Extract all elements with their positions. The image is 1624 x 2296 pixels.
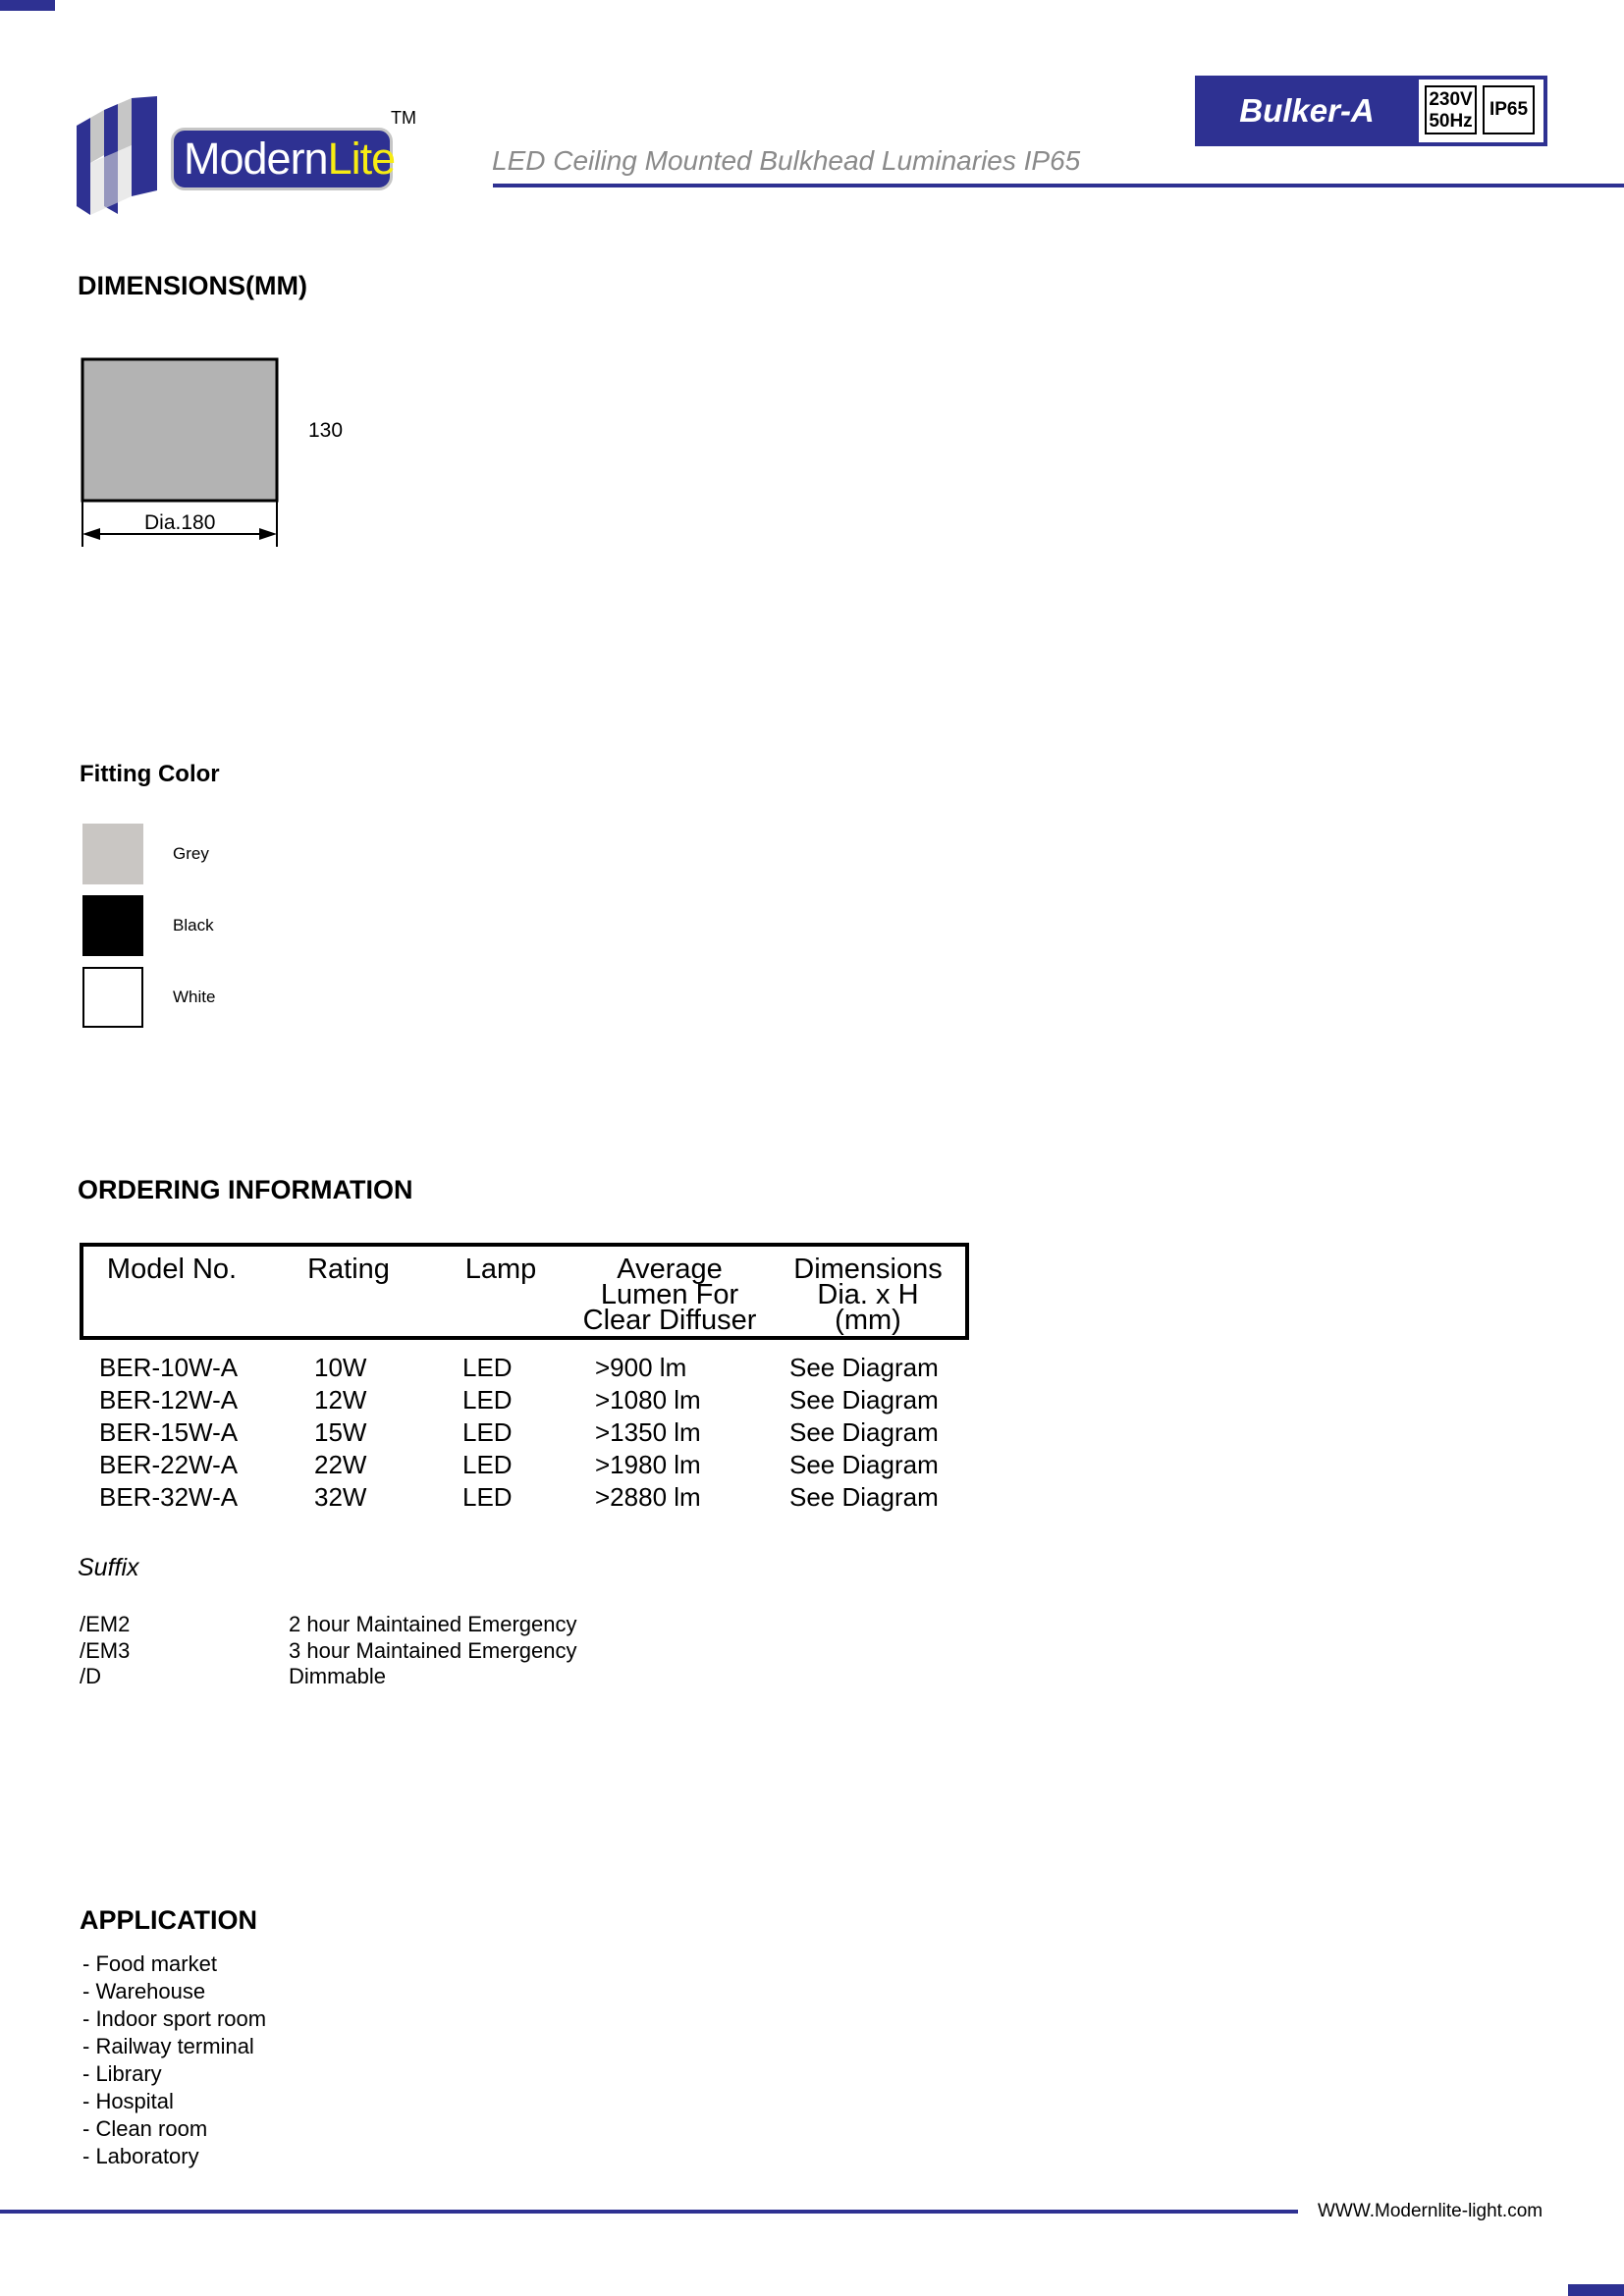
- application-item: - Railway terminal: [82, 2034, 254, 2058]
- cell-lamp: LED: [462, 1482, 513, 1512]
- cell-model: BER-12W-A: [99, 1385, 239, 1415]
- application-list: [82, 1950, 266, 2170]
- header-model: Model No.: [106, 1254, 238, 1285]
- product-badge: [1195, 76, 1547, 146]
- cell-model: BER-22W-A: [99, 1450, 239, 1479]
- application-item: - Indoor sport room: [82, 2006, 267, 2031]
- height-dimension-label: 130: [308, 419, 344, 442]
- trademark-symbol: TM: [391, 108, 416, 128]
- cell-model: BER-15W-A: [99, 1417, 239, 1447]
- application-item: - Hospital: [82, 2089, 174, 2113]
- color-swatch-white: [82, 967, 143, 1028]
- cell-rating: 10W: [314, 1353, 367, 1382]
- spec-panel: [1419, 80, 1543, 142]
- logo-wordmark: ModernLite: [171, 128, 393, 190]
- header-dimensions: Dimensions Dia. x H (mm): [793, 1254, 943, 1336]
- diameter-dimension-label: Dia.180: [144, 511, 216, 534]
- cell-lumen: >1080 lm: [595, 1385, 701, 1415]
- cell-rating: 15W: [314, 1417, 367, 1447]
- cell-lumen: >1980 lm: [595, 1450, 701, 1479]
- cell-lumen: >1350 lm: [595, 1417, 701, 1447]
- header-divider: [493, 184, 1624, 187]
- suffix-code: /EM3: [80, 1637, 131, 1663]
- suffix-description: 2 hour Maintained Emergency: [289, 1612, 577, 1636]
- header-lamp: Lamp: [464, 1254, 537, 1285]
- cell-rating: 12W: [314, 1385, 367, 1415]
- cell-model: BER-32W-A: [99, 1482, 239, 1512]
- color-swatch-black: [82, 895, 143, 956]
- cell-dims: See Diagram: [789, 1353, 939, 1382]
- application-item: - Warehouse: [82, 1979, 206, 2003]
- logo-mark-icon: [77, 96, 175, 219]
- cell-dims: See Diagram: [789, 1450, 939, 1479]
- product-outline: [82, 359, 277, 501]
- page-subtitle: LED Ceiling Mounted Bulkhead Luminaries IP65: [492, 145, 1081, 176]
- voltage-badge: 230V 50Hz: [1425, 85, 1477, 134]
- header-rating: Rating: [307, 1254, 390, 1285]
- cell-dims: See Diagram: [789, 1385, 939, 1415]
- application-item: - Library: [82, 2061, 162, 2086]
- suffix-description: Dimmable: [289, 1664, 387, 1688]
- color-label-black: Black: [173, 916, 214, 934]
- footer-website: WWW.Modernlite-light.com: [1318, 2201, 1543, 2221]
- application-item: - Clean room: [82, 2116, 208, 2141]
- application-item: - Food market: [82, 1951, 217, 1976]
- corner-accent-bottom: [1568, 2284, 1624, 2296]
- cell-lumen: >2880 lm: [595, 1482, 701, 1512]
- product-name: Bulker-A: [1239, 92, 1375, 129]
- suffix-title: Suffix: [78, 1554, 139, 1581]
- cell-rating: 22W: [314, 1450, 367, 1479]
- cell-dims: See Diagram: [789, 1417, 939, 1447]
- suffix-description: 3 hour Maintained Emergency: [289, 1637, 577, 1663]
- ordering-title: ORDERING INFORMATION: [78, 1175, 413, 1204]
- cell-lamp: LED: [462, 1385, 513, 1415]
- cell-rating: 32W: [314, 1482, 367, 1512]
- fitting-color-title: Fitting Color: [80, 761, 220, 787]
- cell-model: BER-10W-A: [99, 1353, 239, 1382]
- application-title: APPLICATION: [80, 1905, 257, 1935]
- color-swatch-grey: [82, 824, 143, 884]
- dimensions-title: DIMENSIONS(MM): [78, 271, 307, 300]
- header-lumen: Average Lumen For Clear Diffuser: [582, 1254, 757, 1336]
- cell-lamp: LED: [462, 1417, 513, 1447]
- footer-divider: [0, 2210, 1298, 2214]
- ordering-table-header: [80, 1243, 969, 1340]
- modernlite-logo: [77, 96, 430, 219]
- corner-accent-top: [0, 0, 55, 11]
- cell-lamp: LED: [462, 1450, 513, 1479]
- suffix-code: /EM2: [80, 1612, 131, 1636]
- color-label-white: White: [173, 988, 216, 1006]
- color-label-grey: Grey: [173, 844, 209, 863]
- application-item: - Laboratory: [82, 2144, 199, 2168]
- cell-lumen: >900 lm: [595, 1353, 687, 1382]
- cell-dims: See Diagram: [789, 1482, 939, 1512]
- ip-rating-badge: IP65: [1483, 85, 1535, 134]
- cell-lamp: LED: [462, 1353, 513, 1382]
- suffix-code: /D: [80, 1664, 101, 1688]
